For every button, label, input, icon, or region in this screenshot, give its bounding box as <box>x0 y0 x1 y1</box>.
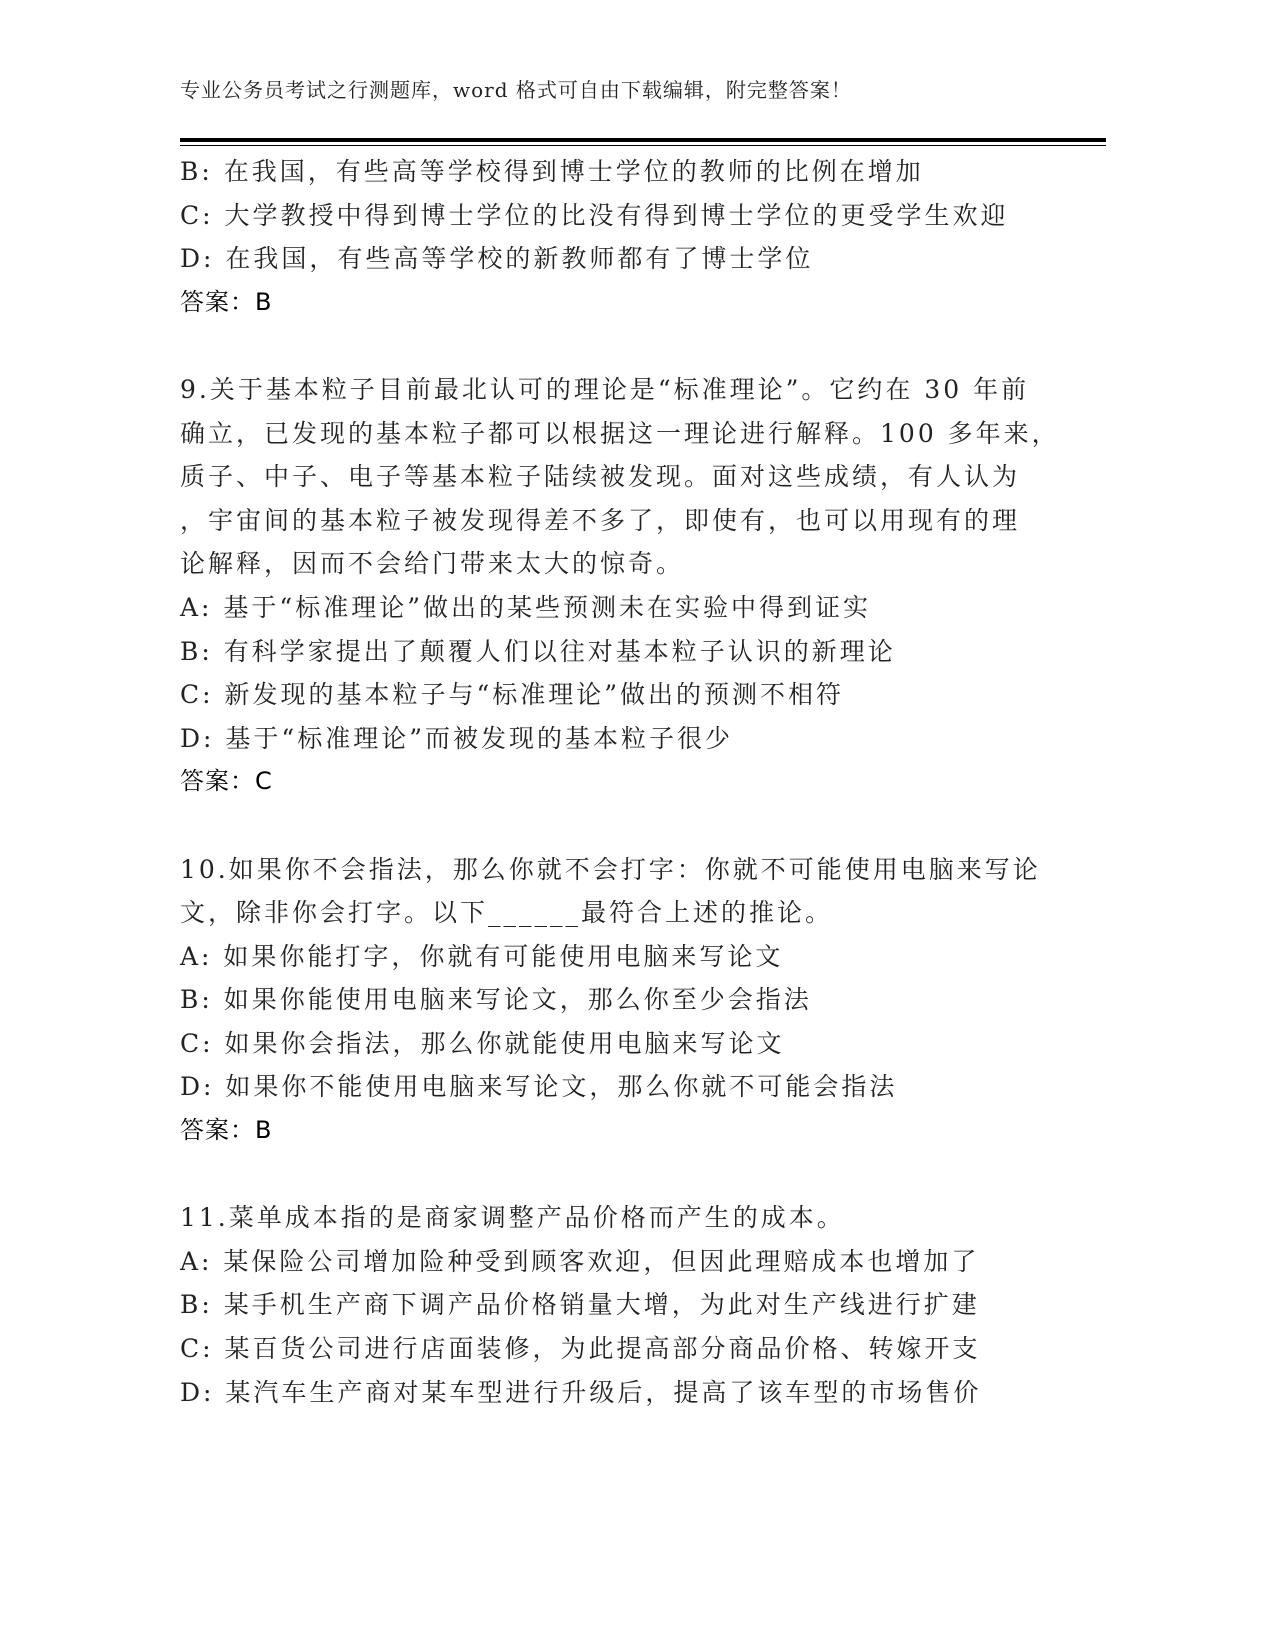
option-line: B: 在我国，有些高等学校得到博士学位的教师的比例在增加 <box>180 157 924 186</box>
question-line: 文，除非你会打字。以下______最符合上述的推论。 <box>180 898 834 928</box>
option-line: D: 在我国，有些高等学校的新教师都有了博士学位 <box>180 244 814 274</box>
answer-line: 答案：B <box>180 287 273 316</box>
answer-line: 答案：B <box>180 1116 273 1145</box>
question-line: 论解释，因而不会给门带来太大的惊奇。 <box>180 549 685 579</box>
question-line: ，宇宙间的基本粒子被发现得差不多了，即使有，也可以用现有的理 <box>180 505 1021 535</box>
header-rule-thin <box>180 145 1106 146</box>
blank-line <box>180 804 1080 848</box>
option-line: B: 如果你能使用电脑来写论文，那么你至少会指法 <box>180 985 812 1015</box>
option-line: B: 某手机生产商下调产品价格销量大增，为此对生产线进行扩建 <box>180 1290 980 1320</box>
question-line: 质子、中子、电子等基本粒子陆续被发现。面对这些成绩，有人认为 <box>180 462 1021 492</box>
document-body <box>180 150 1080 1414</box>
option-line: A: 某保险公司增加险种受到顾客欢迎，但因此理赔成本也增加了 <box>180 1246 980 1276</box>
option-line: B: 有科学家提出了颠覆人们以往对基本粒子认识的新理论 <box>180 636 896 666</box>
option-line: C: 大学教授中得到博士学位的比没有得到博士学位的更受学生欢迎 <box>180 200 1009 230</box>
option-line: C: 新发现的基本粒子与“标准理论”做出的预测不相符 <box>180 680 845 710</box>
page-header: 专业公务员考试之行测题库，word 格式可自由下载编辑，附完整答案！ <box>180 78 852 102</box>
header-rule-thick <box>180 138 1106 142</box>
option-line: A: 如果你能打字，你就有可能使用电脑来写论文 <box>180 941 784 971</box>
question-line: 10.如果你不会指法，那么你就不会打字：你就不可能使用电脑来写论 <box>180 854 1041 884</box>
question-line: 9.关于基本粒子目前最北认可的理论是“标准理论”。它约在 30 年前 <box>180 374 1030 404</box>
option-line: C: 某百货公司进行店面装修，为此提高部分商品价格、转嫁开支 <box>180 1334 981 1364</box>
option-line: D: 基于“标准理论”而被发现的基本粒子很少 <box>180 723 733 753</box>
blank-line <box>180 324 1080 368</box>
option-line: A: 基于“标准理论”做出的某些预测未在实验中得到证实 <box>180 592 871 622</box>
blank-line <box>180 1153 1080 1197</box>
option-line: D: 某汽车生产商对某车型进行升级后，提高了该车型的市场售价 <box>180 1377 982 1407</box>
question-line: 11.菜单成本指的是商家调整产品价格而产生的成本。 <box>180 1203 845 1233</box>
question-line: 确立，已发现的基本粒子都可以根据这一理论进行解释。100 多年来， <box>180 418 1060 448</box>
option-line: D: 如果你不能使用电脑来写论文，那么你就不可能会指法 <box>180 1072 898 1102</box>
option-line: C: 如果你会指法，那么你就能使用电脑来写论文 <box>180 1028 785 1058</box>
answer-line: 答案：C <box>180 767 273 796</box>
